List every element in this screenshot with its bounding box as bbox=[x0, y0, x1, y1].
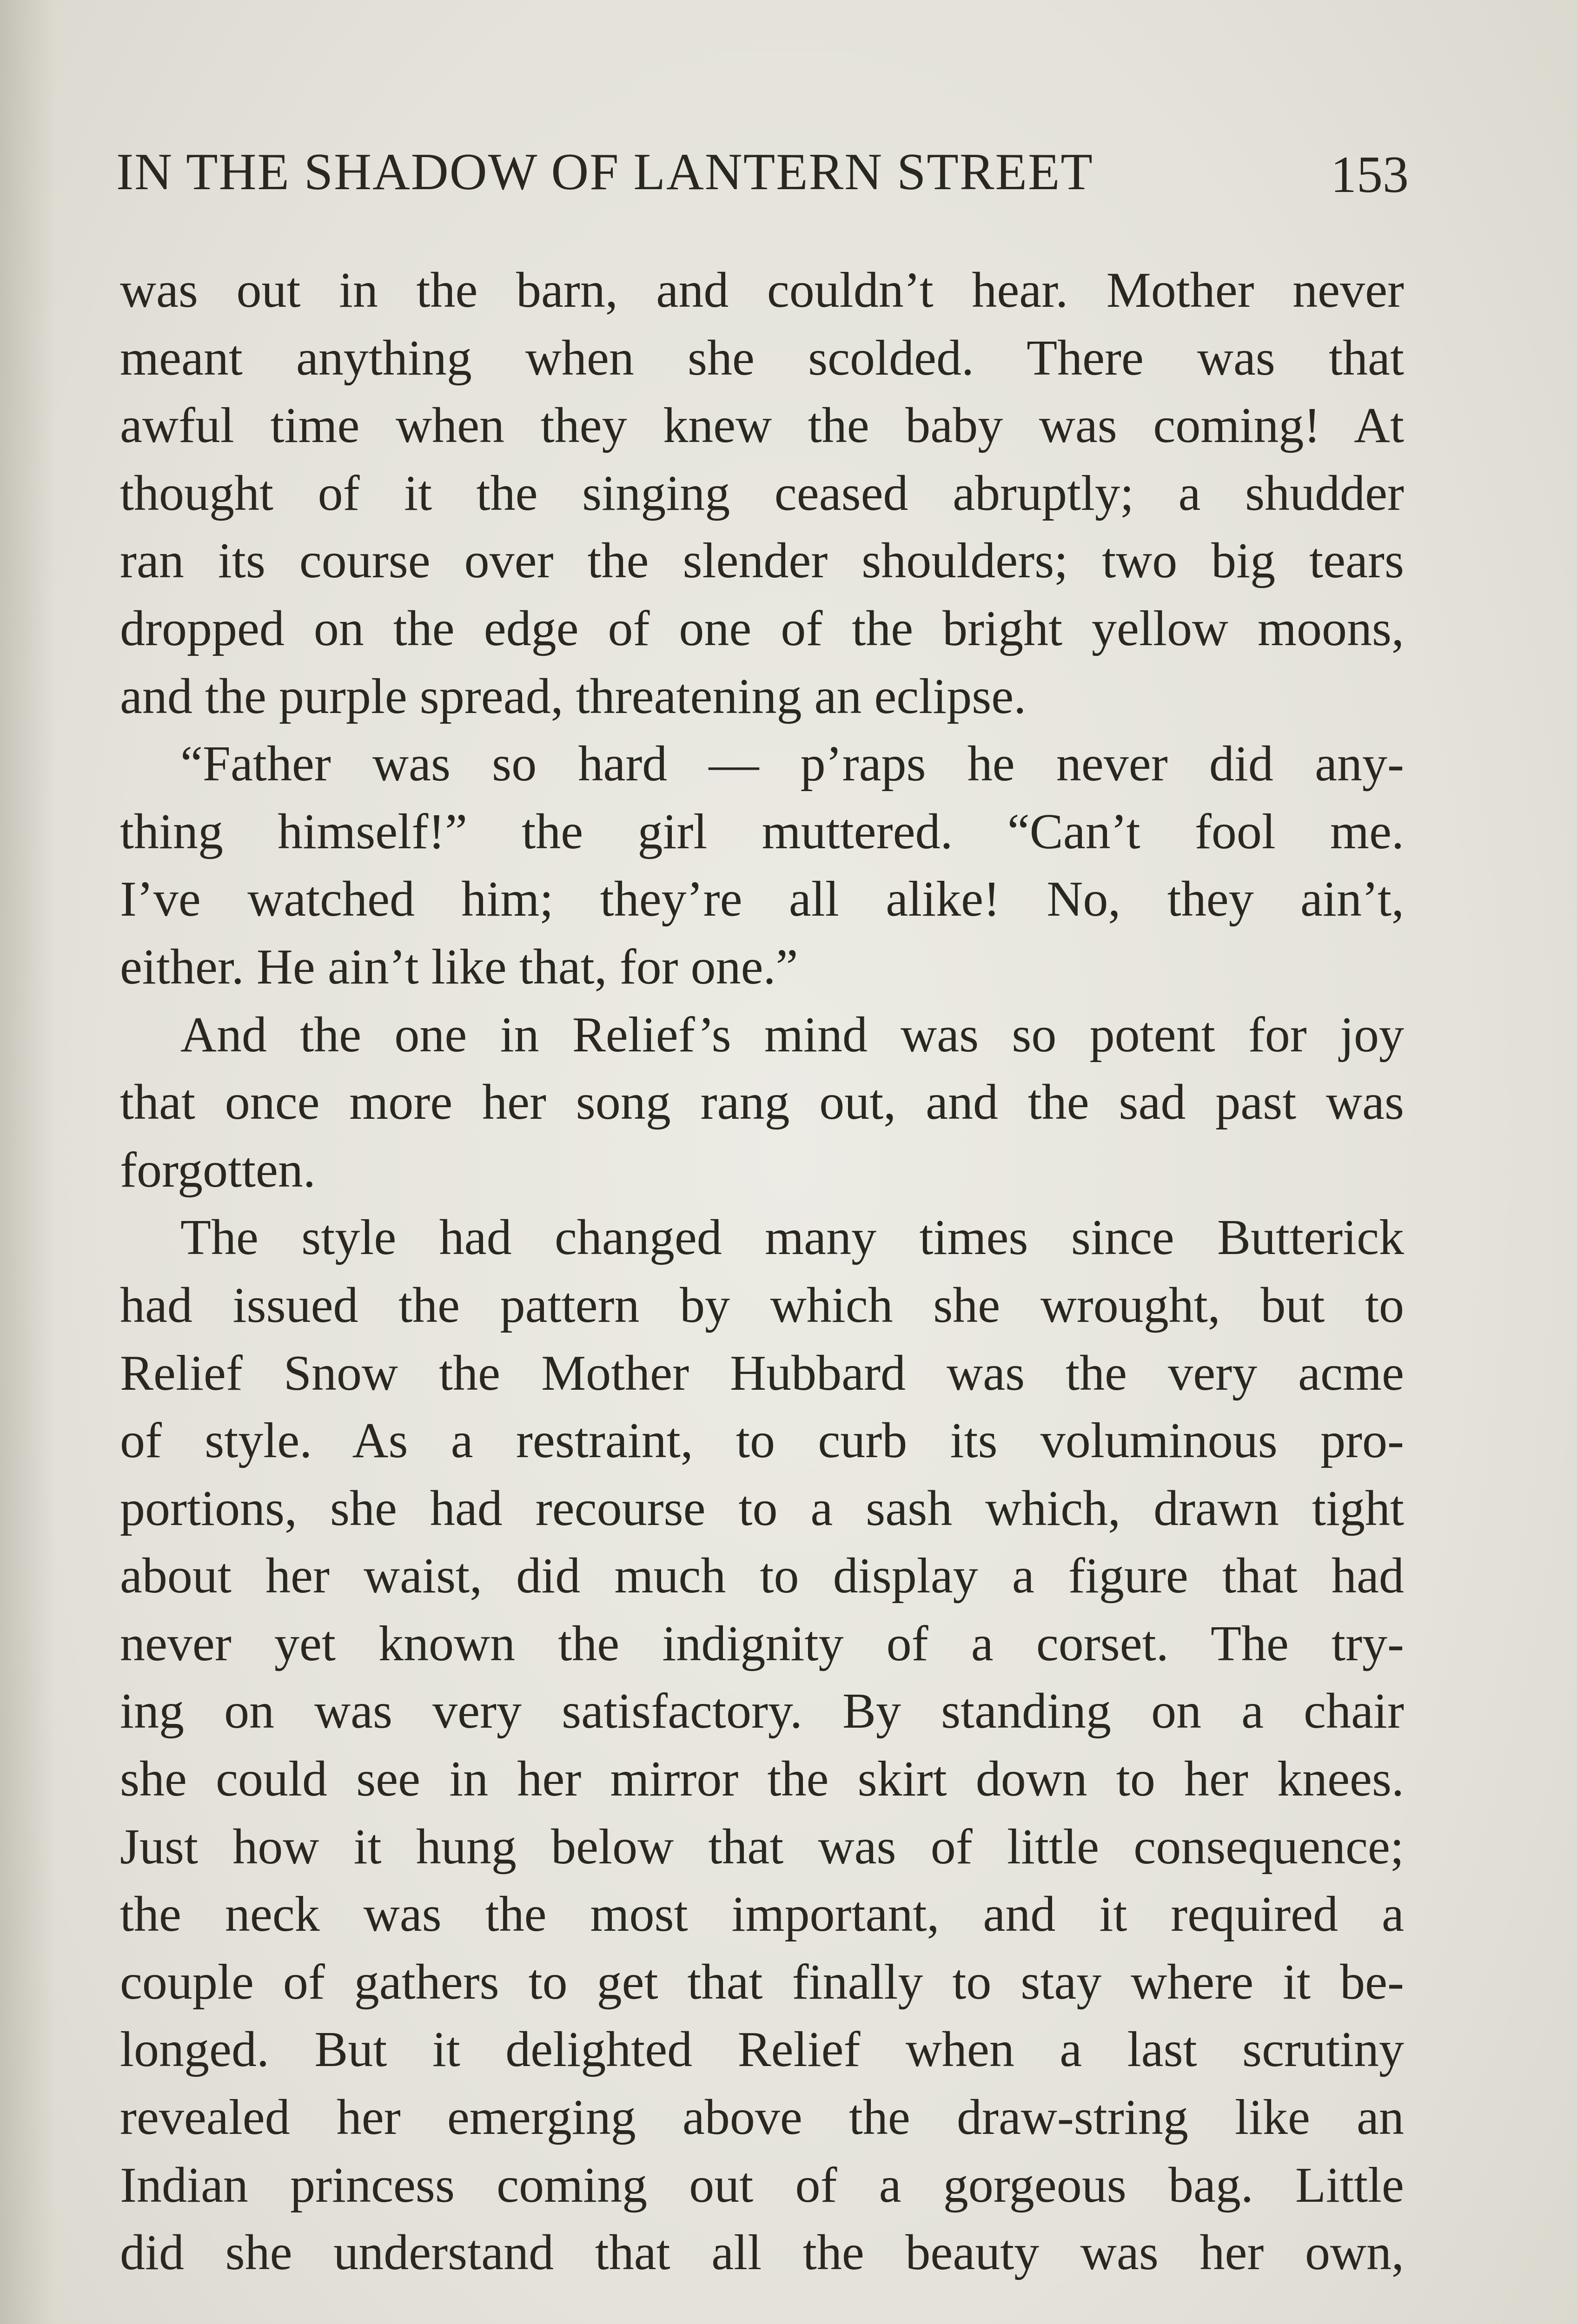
text-line: thought of it the singing ceased abruptly; a shudder bbox=[120, 465, 1404, 521]
page-number: 153 bbox=[1331, 146, 1409, 204]
running-title: IN THE SHADOW OF LANTERN STREET bbox=[116, 143, 1093, 201]
text-line: longed. But it delighted Relief when a last scrutiny bbox=[120, 2022, 1404, 2078]
body-text bbox=[120, 257, 1404, 2287]
text-line: forgotten. bbox=[120, 1142, 316, 1198]
text-line: Indian princess coming out of a gorgeous bag. Little bbox=[120, 2157, 1404, 2213]
text-line: never yet known the indignity of a corset. The try- bbox=[120, 1616, 1404, 1671]
text-line: the neck was the most important, and it required a bbox=[120, 1887, 1404, 1942]
text-line: ran its course over the slender shoulders; two big tears bbox=[120, 533, 1404, 589]
text-line: portions, she had recourse to a sash which, drawn tight bbox=[120, 1480, 1404, 1536]
text-line: dropped on the edge of one of the bright yellow moons, bbox=[120, 601, 1404, 656]
text-line: about her waist, did much to display a figure that had bbox=[120, 1548, 1404, 1604]
text-line: revealed her emerging above the draw-string like an bbox=[120, 2090, 1404, 2146]
running-head bbox=[116, 135, 1409, 209]
text-line: either. He ain’t like that, for one.” bbox=[120, 939, 798, 995]
text-line: that once more her song rang out, and the sad past was bbox=[120, 1075, 1404, 1130]
text-line: “Father was so hard — p’raps he never did any- bbox=[180, 736, 1404, 792]
text-line: Relief Snow the Mother Hubbard was the very acme bbox=[120, 1345, 1404, 1401]
text-line: thing himself!” the girl muttered. “Can’t fool me. bbox=[120, 804, 1404, 859]
text-line: couple of gathers to get that finally to stay where it be- bbox=[120, 1954, 1404, 2010]
text-line: I’ve watched him; they’re all alike! No, they ain’t, bbox=[120, 872, 1404, 927]
text-line: did she understand that all the beauty was her own, bbox=[120, 2225, 1404, 2281]
text-line: meant anything when she scolded. There was that bbox=[120, 330, 1404, 386]
text-line: Just how it hung below that was of little consequence; bbox=[120, 1819, 1404, 1875]
page-gutter-shadow bbox=[0, 0, 56, 2324]
text-line: she could see in her mirror the skirt down to her knees. bbox=[120, 1751, 1404, 1807]
text-line: The style had changed many times since Butterick bbox=[180, 1210, 1404, 1266]
text-line: of style. As a restraint, to curb its voluminous pro- bbox=[120, 1413, 1404, 1469]
text-line: had issued the pattern by which she wrought, but to bbox=[120, 1277, 1404, 1333]
text-line: And the one in Relief’s mind was so potent for joy bbox=[180, 1007, 1404, 1063]
text-line: and the purple spread, threatening an eclipse. bbox=[120, 668, 1027, 724]
text-line: was out in the barn, and couldn’t hear. Mother never bbox=[120, 263, 1404, 318]
text-line: awful time when they knew the baby was coming! At bbox=[120, 398, 1404, 454]
text-line: ing on was very satisfactory. By standing on a chair bbox=[120, 1684, 1404, 1739]
